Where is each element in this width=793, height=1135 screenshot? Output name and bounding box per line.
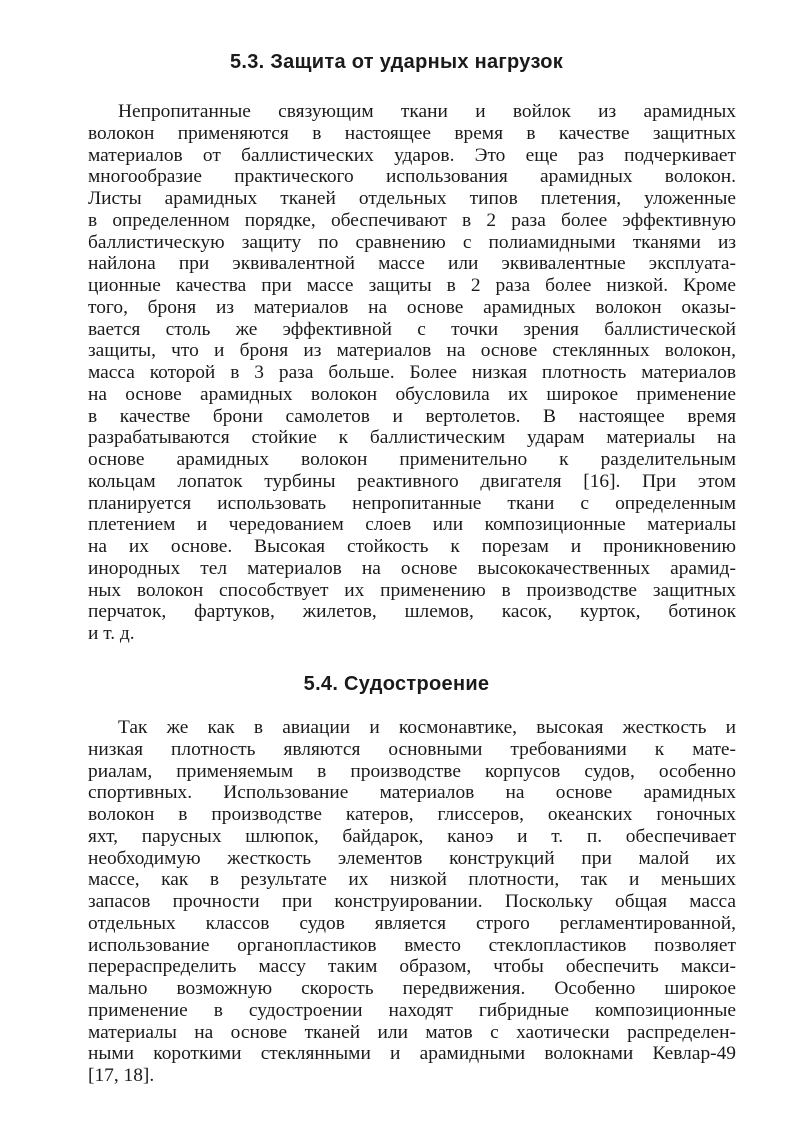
text-line	[88, 717, 736, 739]
text-line: ных волокон способствует их применению в производстве защитных	[88, 579, 736, 601]
section-heading-protection: 5.3. Защита от ударных нагрузок	[229, 51, 564, 73]
text-line: перераспределить массу таким образом, чтобы обеспечить макси-	[88, 956, 736, 978]
text-line: многообразие практического использования арамидных волокон.	[88, 166, 736, 188]
text-line: кольцам лопаток турбины реактивного двигателя [16]. При этом	[88, 470, 736, 492]
text-line: риалам, применяемым в производстве корпусов судов, особенно	[88, 760, 736, 782]
text-line: применение в судостроении находят гибридные композиционные	[88, 999, 736, 1021]
text-line: того, броня из материалов на основе арамидных волокон оказы-	[88, 296, 736, 318]
text-line: яхт, парусных шлюпок, байдарок, каноэ и т. п. обеспечивает	[88, 825, 736, 847]
text-line: Листы арамидных тканей отдельных типов плетения, уложенные	[88, 188, 736, 209]
text-line: баллистическую защиту по сравнению с полиамидными тканями из	[88, 231, 736, 253]
text-line: основе арамидных волокон применительно к разделительным	[88, 449, 736, 470]
text-line: инородных тел материалов на основе высококачественных арамид-	[88, 557, 736, 579]
text-line: ными короткими стеклянными и арамидными волокнами Кевлар-49	[88, 1043, 736, 1065]
text-line: плетением и чередованием слоев или композиционные материалы	[88, 514, 736, 536]
text-line: защиты, что и броня из материалов на основе стеклянных волокон,	[88, 340, 736, 362]
text-line: вается столь же эффективной с точки зрения баллистической	[88, 318, 736, 340]
text-line: низкая плотность являются основными требованиями к мате-	[88, 738, 736, 760]
text-line: спортивных. Использование материалов на основе арамидных	[88, 782, 736, 804]
text-line: волокон в производстве катеров, глиссеров, океанских гоночных	[88, 804, 736, 825]
text-line: перчаток, фартуков, жилетов, шлемов, касок, курток, ботинок	[88, 601, 736, 623]
text-line: масса которой в 3 раза больше. Более низкая плотность материалов	[88, 362, 736, 383]
text-line-content: Непропитанные связующим ткани и войлок из арамидных	[118, 101, 736, 122]
text-line: волокон применяются в настоящее время в качестве защитных	[88, 122, 736, 144]
text-line: запасов прочности при конструировании. Поскольку общая масса	[88, 891, 736, 912]
text-line: использование органопластиков вместо стеклопластиков позволяет	[88, 934, 736, 956]
text-line: на основе арамидных волокон обусловила их широкое применение	[88, 383, 736, 405]
text-line: материалов от баллистических ударов. Это еще раз подчеркивает	[88, 144, 736, 166]
text-line: планируется использовать непропитанные ткани с определенным	[88, 492, 736, 514]
text-line: найлона при эквивалентной массе или эквивалентные эксплуата-	[88, 253, 736, 275]
text-line: и т. д.	[88, 623, 135, 644]
text-line: материалы на основе тканей или матов с хаотически распределен-	[88, 1021, 736, 1043]
text-line: на их основе. Высокая стойкость к порезам и проникновению	[88, 536, 736, 557]
text-line: отдельных классов судов является строго регламентированной,	[88, 912, 736, 934]
section-body-shipbuilding	[88, 717, 736, 1087]
text-line: необходимую жесткость элементов конструкций при малой их	[88, 847, 736, 869]
text-line: массе, как в результате их низкой плотности, так и меньших	[88, 869, 736, 891]
text-line	[88, 101, 736, 123]
text-line: в качестве брони самолетов и вертолетов. В настоящее время	[88, 405, 736, 427]
text-line: разрабатываются стойкие к баллистическим ударам материалы на	[88, 427, 736, 449]
section-heading-shipbuilding: 5.4. Судостроение	[303, 673, 490, 695]
section-body-protection	[88, 101, 736, 645]
text-line-content: Так же как в авиации и космонавтике, высокая жесткость и	[118, 717, 736, 738]
text-line: [17, 18].	[88, 1065, 155, 1086]
text-line: мально возможную скорость передвижения. Особенно широкое	[88, 978, 736, 999]
text-line: в определенном порядке, обеспечивают в 2 раза более эффективную	[88, 209, 736, 231]
text-line: ционные качества при массе защиты в 2 раза более низкой. Кроме	[88, 275, 736, 296]
